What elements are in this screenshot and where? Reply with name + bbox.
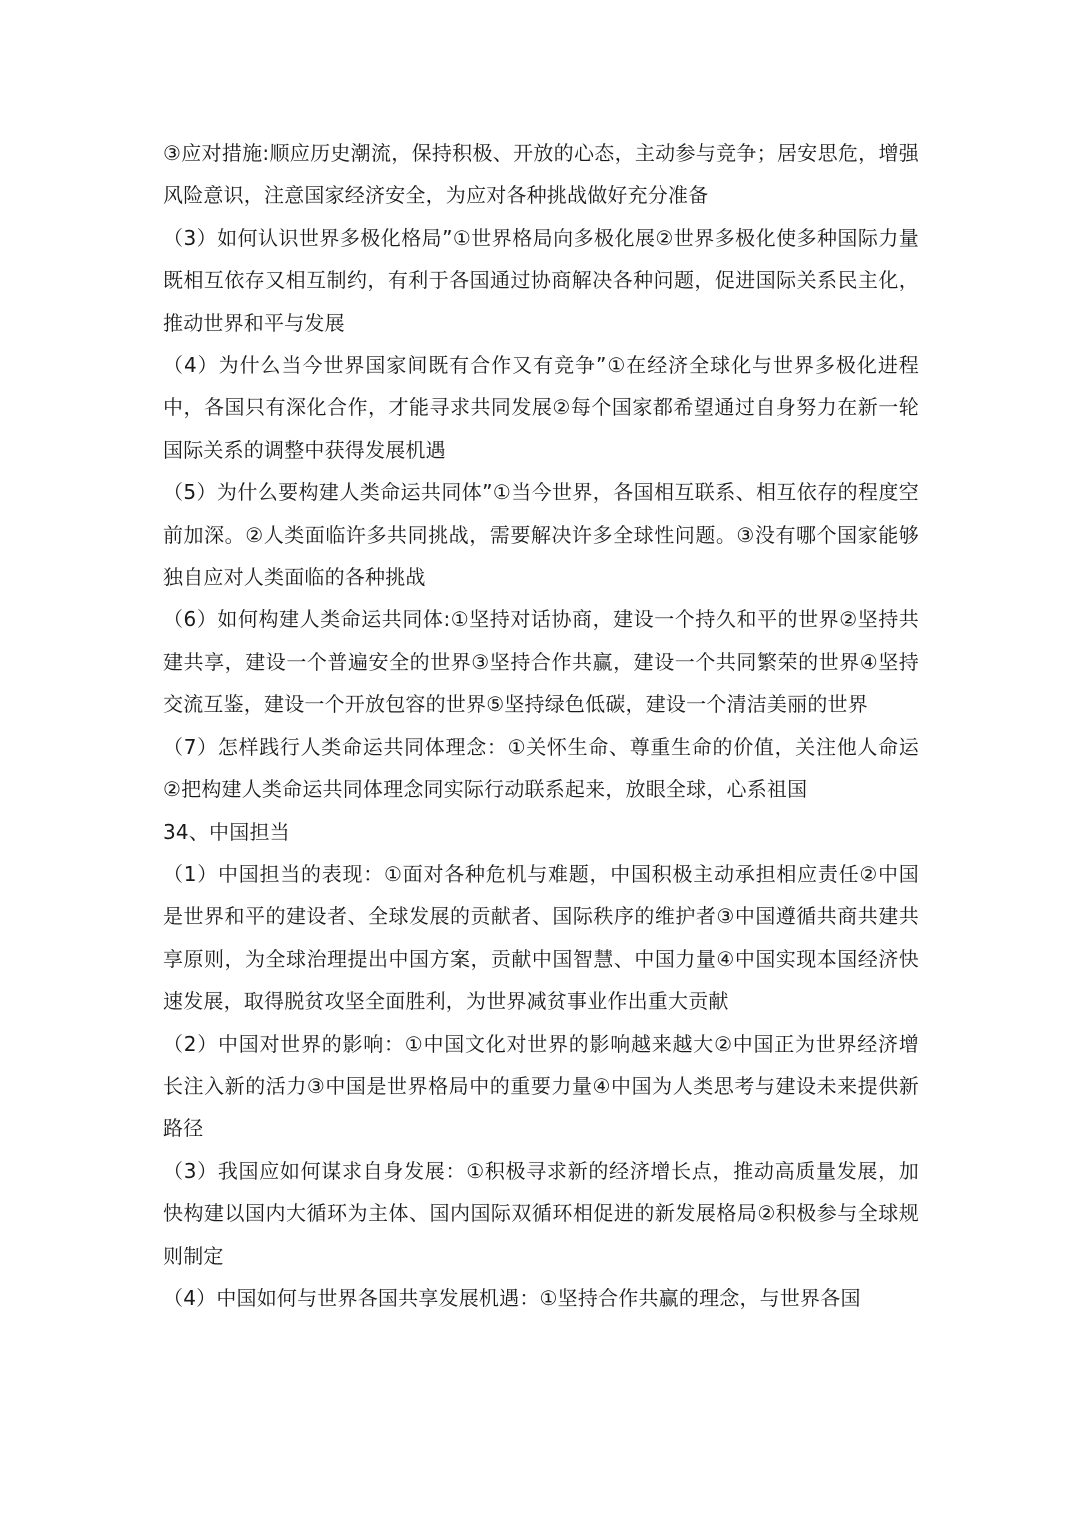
paragraph-cooperation-competition: （4）为什么当今世界国家间既有合作又有竞争”①在经济全球化与世界多极化进程中，各国只有深化合作，才能寻求共同发展②每个国家都希望通过自身努力在新一轮国际关系的调整中获得发展机遇 (163, 353, 919, 462)
paragraph-practice-community: （7）怎样践行人类命运共同体理念：①关怀生命、尊重生命的价值，关注他人命运②把构建人类命运共同体理念同实际行动联系起来，放眼全球，心系祖国 (163, 734, 919, 802)
section-heading-china-responsibility: 34、中国担当 (163, 819, 290, 844)
paragraph-china-influence: （2）中国对世界的影响：①中国文化对世界的影响越来越大②中国正为世界经济增长注入新的活力③中国是世界格局中的重要力量④中国为人类思考与建设未来提供新路径 (163, 1031, 919, 1141)
document-body (163, 132, 919, 1319)
paragraph-self-development: （3）我国应如何谋求自身发展：①积极寻求新的经济增长点，推动高质量发展，加快构建以国内大循环为主体、国内国际双循环相促进的新发展格局②积极参与全球规则制定 (163, 1158, 919, 1268)
paragraph-how-build-community: （6）如何构建人类命运共同体:①坚持对话协商，建设一个持久和平的世界②坚持共建共享，建设一个普遍安全的世界③坚持合作共赢，建设一个共同繁荣的世界④坚持交流互鉴，建设一个开放包容的世界⑤坚持绿色低碳，建设一个清洁美丽的世界 (163, 607, 919, 717)
paragraph-why-community: （5）为什么要构建人类命运共同体”①当今世界，各国相互联系、相互依存的程度空前加深。②人类面临许多共同挑战，需要解决许多全球性问题。③没有哪个国家能够独自应对人类面临的各种挑战 (163, 480, 919, 590)
paragraph-share-opportunities: （4）中国如何与世界各国共享发展机遇：①坚持合作共赢的理念，与世界各国 (163, 1285, 861, 1310)
paragraph-china-responsibility-performance: （1）中国担当的表现：①面对各种危机与难题，中国积极主动承担相应责任②中国是世界和平的建设者、全球发展的贡献者、国际秩序的维护者③中国遵循共商共建共享原则，为全球治理提出中国方案，贡献中国智慧、中国力量④中国实现本国经济快速发展，取得脱贫攻坚全面胜利，为世界减贫事业作出重大贡献 (163, 861, 919, 1014)
paragraph-multipolarity: （3）如何认识世界多极化格局”①世界格局向多极化展②世界多极化使多种国际力量既相互依存又相互制约，有利于各国通过协商解决各种问题，促进国际关系民主化，推动世界和平与发展 (163, 225, 919, 335)
paragraph-response-measures: ③应对措施:顺应历史潮流，保持积极、开放的心态，主动参与竞争；居安思危，增强风险意识，注意国家经济安全，为应对各种挑战做好充分准备 (163, 141, 919, 208)
